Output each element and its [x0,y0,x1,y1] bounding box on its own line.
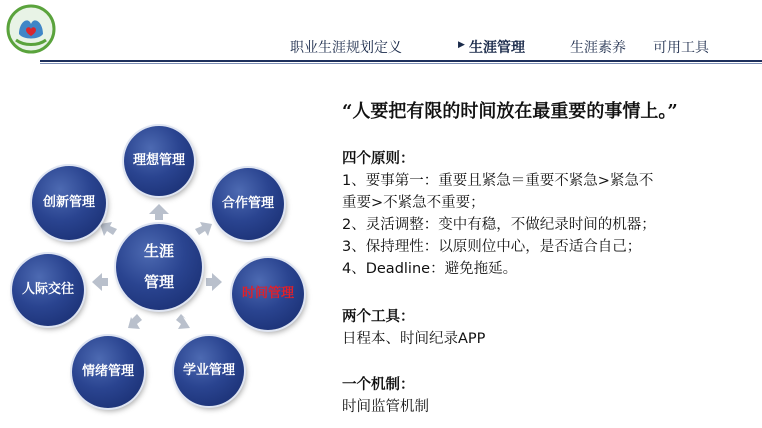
nav-divider-thin [40,63,762,64]
principle-line: 1、要事第一：重要且紧急＝重要不紧急>紧急不 [342,173,654,189]
nav-item-available-tools[interactable]: 可用工具 [653,40,709,56]
node-interpersonal: 人际交往 [12,254,84,326]
active-arrow-icon: ▶ [458,40,465,50]
arrow-to-left-icon [92,273,108,291]
arrow-to-lower-left-icon [128,314,142,329]
nav-item-career-definition[interactable]: 职业生涯规划定义 [290,40,402,56]
arrow-to-upper-left-icon [100,222,117,236]
node-emotion-management: 情绪管理 [72,336,144,408]
principles-heading: 四个原则： [342,151,415,167]
career-management-diagram [0,100,330,420]
node-time-management: 时间管理 [232,258,304,330]
arrow-to-right-icon [206,273,222,291]
node-innovation-management: 创新管理 [32,166,106,240]
mechanism-heading: 一个机制： [342,377,415,393]
principle-line: 3、保持理性：以原则位中心，是否适合自己； [342,239,642,255]
quote-text: “人要把有限的时间放在最重要的事情上。” [342,101,678,122]
arrow-to-top-icon [149,204,169,220]
node-ideal-management: 理想管理 [124,126,194,196]
node-cooperation-management: 合作管理 [212,168,284,240]
tools-heading: 两个工具： [342,309,415,325]
principle-line: 4、Deadline：避免拖延。 [342,261,518,277]
principle-line: 2、灵活调整：变中有稳，不做纪录时间的机器； [342,217,656,233]
nav-divider [40,60,762,62]
nav-item-career-management[interactable]: 生涯管理 [469,40,525,56]
arrow-to-upper-right-icon [195,222,212,236]
nav-item-career-literacy[interactable]: 生涯素养 [570,40,626,56]
node-study-management: 学业管理 [174,336,244,406]
arrow-to-lower-right-icon [176,314,190,329]
mechanism-text: 时间监管机制 [342,399,429,415]
top-navigation [0,37,762,57]
node-career-management: 生涯管理 [116,224,202,310]
principle-line: 重要>不紧急不重要； [342,195,485,211]
tools-text: 日程本、时间纪录APP [342,331,486,347]
